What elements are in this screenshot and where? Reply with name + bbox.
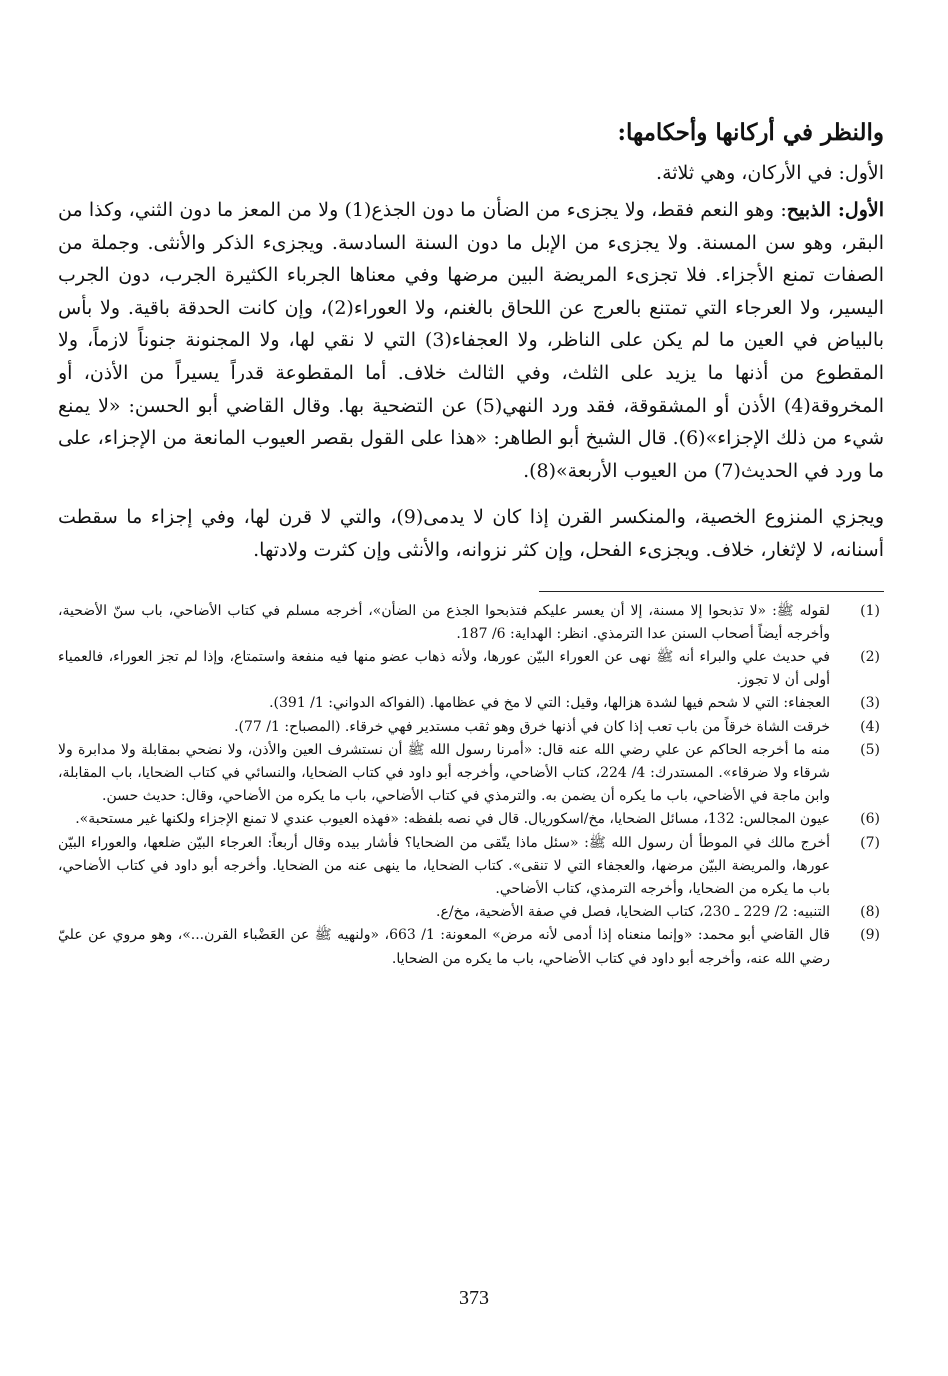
footnote-text: لقوله ﷺ: «لا تذبحوا إلا مسنة، إلا أن يعسر عليكم فتذبحوا الجذع من الضأن»، أخرجه مسلم في كتاب الأضاحي، باب سنّ الأضحية، وأخرجه أيضاً أصحاب السنن عدا الترمذي. انظر: الهداية: 6/ 187. [58,602,830,642]
body-paragraph-1 [58,194,884,487]
section-heading: والنظر في أركانها وأحكامها: [617,119,884,146]
footnote-number: (4) [860,718,880,735]
footnote-text: التنبيه: 2/ 229 ـ 230، كتاب الضحايا، فصل في صفة الأضحية، مخ/ع. [436,904,830,921]
page-number: 373 [459,1287,489,1309]
footnote-text: في حديث علي والبراء أنه ﷺ نهى عن العوراء البيّن عورها، ولأنه ذهاب عضو منها فيه منفعة واستمتاع، وإذا لم تجز العوراء، فالعمياء أولى أن لا تجوز. [58,648,830,689]
footnote-4 [58,716,884,739]
footnote-8 [58,901,884,924]
footnote-number: (2) [860,648,880,665]
footnote-3 [58,692,884,715]
footnote-5 [58,739,884,809]
footnote-text: خرقت الشاة خرقاً من باب تعب إذا كان في أذنها خرق وهو ثقب مستدير فهي خرقاء. (المصباح: 1/ 77). [234,718,830,735]
paragraph-1-text: : وهو النعم فقط، ولا يجزىء من الضأن ما دون الجذع(1) ولا من المعز ما دون الثني، وكذا من البقر، وهو سن المسنة. ولا يجزىء من الإبل ما دون السنة السادسة. ويجزىء الذكر والأنثى. وجملة من الصفات تمنع الأجزاء. فلا تجزىء المريضة البين مرضها وفي معناها الجرباء الكثيرة الجرب، دون الجرب اليسير، ولا العرجاء التي تمتنع بالعرج عن اللحاق بالغنم، ولا العوراء(2)، وإن كانت الحدقة باقية. ولا بأس بالبياض في العين ما لم يكن على الناظر، ولا العجفاء(3) التي لا نقي لها، ولا المجنونة جنوناً لازماً، ولا المقطوع من أذنها ما يزيد على الثلث، وفي الثالث خلاف. أما المقطوعة قدراً يسيراً من الأذن، أو المخروقة(4) الأذن أو المشقوقة، فقد ورد النهي(5) عن التضحية بها. وقال القاضي أبو الحسن: «لا يمنع شيء من ذلك الإجزاء»(6). قال الشيخ أبو الطاهر: «هذا على القول بقصر العيوب المانعة من الإجزاء، على ما ورد في الحديث(7) من العيوب الأربعة»(8). [58,199,885,482]
footnote-text: قال القاضي أبو محمد: «وإنما منعناه إذا أدمى لأنه مرض» المعونة: 1/ 663، «ولنهيه ﷺ عن العَضْباء القرن...»، وهو مروي عن عليّ رضي الله عنه، وأخرجه أبو داود في كتاب الأضاحي، باب ما يكره من الضحايا. [58,927,830,967]
footnote-number: (7) [860,834,880,851]
paragraph-lead-term: الأول: الذبيح [786,199,884,221]
footnote-number: (8) [860,904,880,921]
footnote-text: منه ما أخرجه الحاكم عن علي رضي الله عنه قال: «أمرنا رسول الله ﷺ أن نستشرف العين والأذن، ولا نضحي بمقابلة ولا مدابرة ولا شرقاء ولا ضرقاء». المستدرك: 4/ 224، كتاب الأضاحي، وأخرجه أبو داود في كتاب الضحايا، والنسائي في كتاب الضحايا، باب المقابلة، وابن ماجة في الأضاحي، باب ما يكره أن يضمن به. والترمذي في كتاب الأضاحي، باب ما يكره من الأضاحي، وقال: حديث حسن. [58,741,831,805]
footnote-number: (9) [860,927,880,944]
footnote-1 [58,600,884,646]
footnote-2 [58,646,884,692]
intro-line: الأول: في الأركان، وهي ثلاثة. [656,162,884,184]
footnote-text: العجفاء: التي لا شحم فيها لشدة هزالها، وقيل: التي لا مخ في عظامها. (الفواكه الدواني: 1/ 391). [269,695,830,712]
footnote-number: (6) [860,811,880,828]
footnote-6 [58,808,884,831]
footnote-9 [58,924,884,970]
footnote-text: عيون المجالس: 132، مسائل الضحايا، مخ/اسكوريال. قال في نصه بلفظه: «فهذه العيوب عندي لا تمنع الإجزاء ولكنها غير مستحبة». [75,811,830,828]
footnote-number: (1) [860,602,880,619]
footnote-text: أخرج مالك في الموطأ أن رسول الله ﷺ: «سئل ماذا يتّقى من الضحايا؟ فأشار بيده وقال أربعاً: العرجاء البيّن ضلعها، والعوراء البيّن عورها، والمريضة البيّن مرضها، والعجفاء التي لا تنقى». كتاب الضحايا، ما ينهى عنه من الضحايا. وأخرجه أبو داود في كتاب الأضاحي، باب ما يكره من الضحايا، وأخرجه الترمذي، كتاب الأضاحي. [58,834,830,897]
body-paragraph-2: ويجزي المنزوع الخصية، والمنكسر القرن إذا كان لا يدمى(9)، والتي لا قرن لها، وفي إجزاء ما سقطت أسنانه، لا لإثغار، خلاف. ويجزىء الفحل، وإن كثر نزوانه، والأنثى وإن كثرت ولادتها. [58,506,884,561]
footnote-7 [58,832,884,902]
footnote-number: (3) [860,695,880,712]
footnote-divider [539,591,884,592]
footnotes [58,600,884,971]
footnote-number: (5) [860,741,880,758]
